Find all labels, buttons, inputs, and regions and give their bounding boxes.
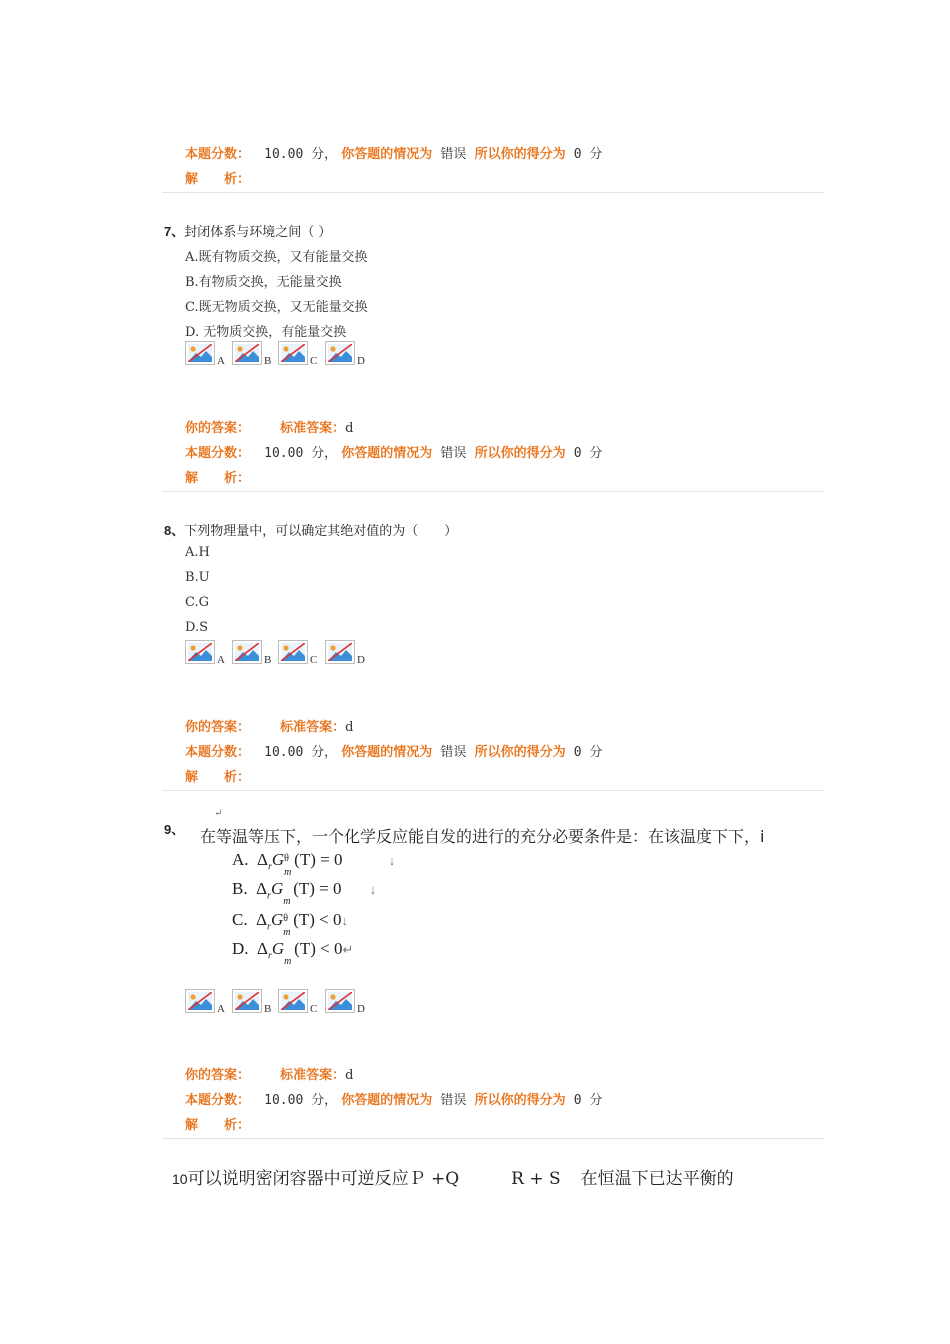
score-value: 10.00 分， [264,745,338,760]
std-answer-label: 标准答案： [280,421,346,436]
choice-label: B [264,355,272,367]
score-label: 本题分数： [185,446,251,461]
choice-label: A [217,1003,225,1015]
q9-score-line [185,1093,602,1109]
separator [162,491,824,492]
situation-label: 你答题的情况为 [341,745,433,760]
q8-option-b: B.U [185,570,210,585]
return-mark-icon: ↵ [214,808,223,819]
result-value: 0 分 [573,446,603,461]
question-text: 下列物理量中，可以确定其绝对值的为（ ） [184,524,458,539]
std-answer-value: d [345,421,354,436]
score-value: 10.00 分， [264,1093,338,1108]
choice-label: B [264,654,272,666]
q8-title [164,520,457,539]
score-label: 本题分数： [185,147,251,162]
situation-label: 你答题的情况为 [341,446,433,461]
q7-option-d: D. 无物质交换，有能量交换 [185,325,347,340]
your-answer-label: 你的答案： [185,421,251,436]
score-value: 10.00 分， [264,446,338,461]
down-arrow-icon: ↓ [388,853,396,868]
situation-label: 你答题的情况为 [341,1093,433,1108]
choice-label: B [264,1003,272,1015]
question-number: 8、 [164,523,185,538]
broken-image-icon [278,989,308,1013]
situation-label: 你答题的情况为 [341,147,433,162]
broken-image-icon [232,341,262,365]
down-arrow-icon: ↓ [369,882,377,897]
choice-label: A [217,654,225,666]
q9-number: 9、 [164,822,185,837]
q9-option-d: D. $\Delta_rG$ m (T) < 0↵ [232,939,354,967]
broken-image-icon [325,640,355,664]
q7-option-a: A.既有物质交换，又有能量交换 [185,250,368,265]
down-arrow-icon: ↓ [341,913,349,928]
std-answer-value: d [345,1068,354,1083]
return-mark-icon: ↵ [342,942,354,957]
q7-option-c: C.既无物质交换，又无能量交换 [185,300,368,315]
q6-analysis-label: 解 析： [185,172,251,187]
broken-image-icon [278,341,308,365]
q8-option-c: C.G [185,595,210,610]
broken-image-icon [185,341,215,365]
q7-score-line [185,446,602,462]
q9-option-a: A. $\Delta_rG$ θ m (T) = 0 ↓ [232,850,396,878]
q8-option-d: D.S [185,620,208,635]
score-label: 本题分数： [185,745,251,760]
broken-image-icon [325,989,355,1013]
q7-title [164,221,331,240]
std-answer-label: 标准答案： [280,720,346,735]
choice-label: C [310,1003,318,1015]
choice-label: C [310,654,318,666]
situation-value: 错误 [440,147,467,162]
std-answer-value: d [345,720,354,735]
question-number: 7、 [164,224,185,239]
q9-option-b: B. $\Delta_rG$ m (T) = 0 ↓ [232,879,377,907]
separator [162,192,824,193]
situation-value: 错误 [440,1093,467,1108]
q9-answer-line [185,1068,354,1084]
q8-score-line [185,745,602,761]
q8-analysis-label: 解 析： [185,770,251,785]
result-label: 所以你的得分为 [474,147,566,162]
question-number: 10 [172,1171,188,1187]
broken-image-icon [185,989,215,1013]
q9-question-text: 在等温等压下，一个化学反应能自发的进行的充分必要条件是：在该温度下下，i [200,827,765,846]
q9-analysis-label: 解 析： [185,1118,251,1133]
choice-label: D [357,654,365,666]
choice-label: A [217,355,225,367]
q9-option-c: C. $\Delta_rG$ θ m (T) < 0↓ [232,910,349,938]
question-text-c: 在恒温下已达平衡的 [580,1169,734,1189]
result-value: 0 分 [573,1093,603,1108]
separator [162,790,824,791]
choice-label: D [357,1003,365,1015]
result-value: 0 分 [573,745,603,760]
broken-image-icon [185,640,215,664]
choice-label: D [357,355,365,367]
q10-title [172,1164,734,1189]
separator [162,1138,824,1139]
broken-image-icon [232,989,262,1013]
result-label: 所以你的得分为 [474,1093,566,1108]
situation-value: 错误 [440,745,467,760]
q7-option-b: B.有物质交换，无能量交换 [185,275,342,290]
broken-image-icon [325,341,355,365]
score-value: 10.00 分， [264,147,338,162]
score-label: 本题分数： [185,1093,251,1108]
your-answer-label: 你的答案： [185,720,251,735]
question-text-a: 可以说明密闭容器中可逆反应Ｐ +Q [187,1169,460,1189]
result-value: 0 分 [573,147,603,162]
situation-value: 错误 [440,446,467,461]
q7-analysis-label: 解 析： [185,471,251,486]
choice-label: C [310,355,318,367]
q7-answer-line [185,421,354,437]
result-label: 所以你的得分为 [474,745,566,760]
broken-image-icon [232,640,262,664]
your-answer-label: 你的答案： [185,1068,251,1083]
std-answer-label: 标准答案： [280,1068,346,1083]
question-text-b: R + S [511,1169,561,1189]
broken-image-icon [278,640,308,664]
q8-answer-line [185,720,354,736]
q6-score-line [185,147,602,163]
result-label: 所以你的得分为 [474,446,566,461]
question-text: 封闭体系与环境之间（ ） [184,225,332,240]
q8-option-a: A.H [185,545,210,560]
